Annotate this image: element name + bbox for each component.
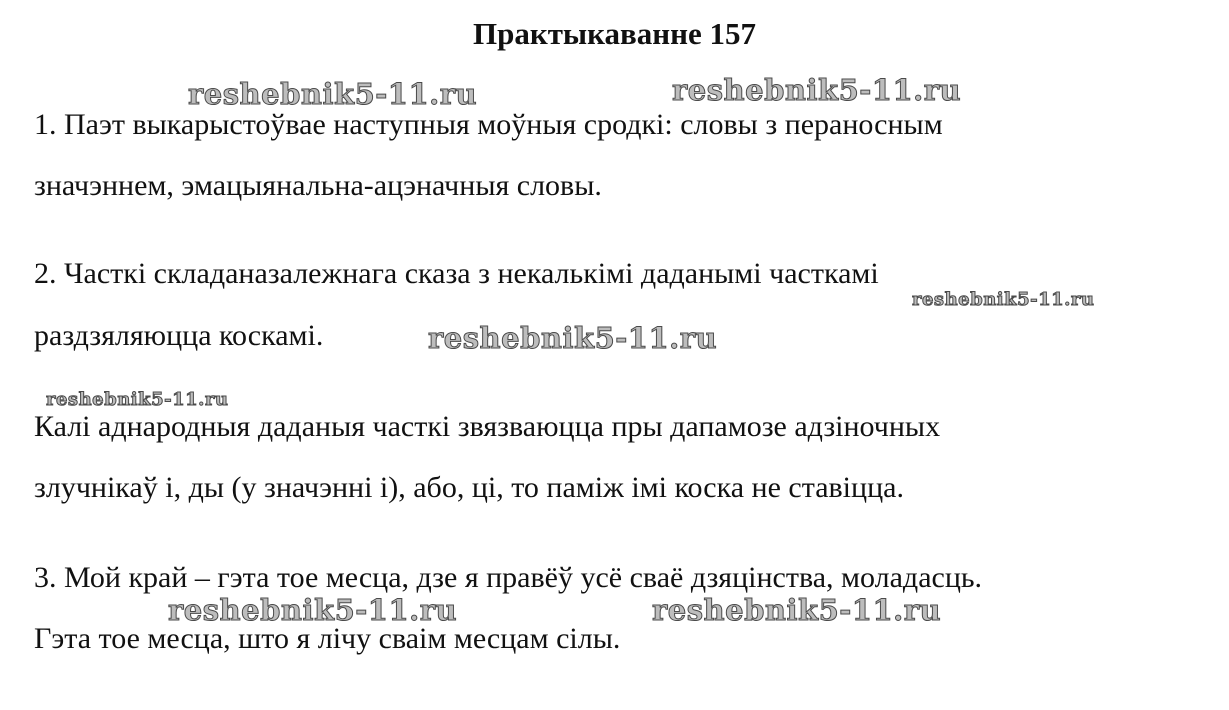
answer-1-line-2: значэннем, эмацыянальна-ацэначныя словы. <box>34 169 602 202</box>
answer-2-line-3: Калі аднародныя даданыя часткі звязваюцца пры дапамозе адзіночных <box>34 410 941 443</box>
watermark-logo: reshebnik5-11.ru <box>912 289 1095 310</box>
watermark-logo: reshebnik5-11.ru <box>672 73 962 107</box>
watermark-logo: reshebnik5-11.ru <box>188 77 478 111</box>
answer-2-line-1: 2. Часткі складаназалежнага сказа з некалькімі даданымі часткамі <box>34 257 879 290</box>
answer-1-line-1: 1. Паэт выкарыстоўвае наступныя моўныя сродкі: словы з пераносным <box>34 108 943 141</box>
answer-3-line-2: Гэта тое месца, што я лічу сваім месцам сілы. <box>34 622 621 655</box>
answer-2-line-2: раздзяляюцца коскамі. <box>34 319 324 352</box>
answer-2-line-4: злучнікаў і, ды (у значэнні і), або, ці, то паміж імі коска не ставіцца. <box>34 471 904 504</box>
page-title: Практыкаванне 157 <box>472 16 756 51</box>
watermark-logo: reshebnik5-11.ru <box>652 593 942 627</box>
answer-3-line-1: 3. Мой край – гэта тое месца, дзе я правёў усё сваё дзяцінства, моладасць. <box>34 561 983 594</box>
watermark-logo: reshebnik5-11.ru <box>428 321 718 355</box>
watermark-logo: reshebnik5-11.ru <box>46 389 229 410</box>
watermark-logo: reshebnik5-11.ru <box>168 593 458 627</box>
